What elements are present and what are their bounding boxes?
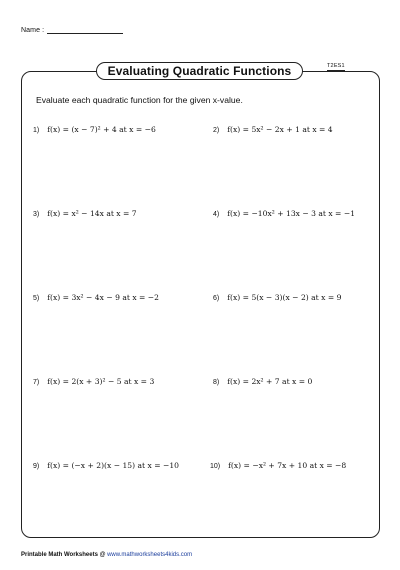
problem-expression: f(x) = −10x² + 13x − 3 at x = −1 — [227, 209, 356, 218]
problem-expression: f(x) = 5(x − 3)(x − 2) at x = 9 — [227, 293, 342, 302]
problem-number: 3) — [33, 211, 40, 218]
instructions-text: Evaluate each quadratic function for the given x-value. — [36, 95, 243, 105]
problem-expression: f(x) = 5x² − 2x + 1 at x = 4 — [227, 125, 333, 134]
problem-item — [213, 209, 355, 218]
problem-number: 10) — [210, 463, 221, 470]
problem-number: 7) — [33, 379, 40, 386]
problem-item — [33, 125, 156, 134]
name-label: Name : — [21, 27, 45, 34]
problem-number: 2) — [213, 127, 220, 134]
problem-number: 9) — [33, 463, 40, 470]
footer-brand: Printable Math Worksheets @ — [21, 552, 108, 558]
problem-number: 6) — [213, 295, 220, 302]
problem-item — [33, 461, 179, 470]
problem-item — [33, 377, 154, 386]
footer-link[interactable]: www.mathworksheets4kids.com — [107, 552, 193, 558]
problem-item — [33, 209, 137, 218]
problem-expression: f(x) = (x − 7)² + 4 at x = −6 — [47, 125, 156, 134]
problem-number: 4) — [213, 211, 220, 218]
problem-item — [213, 377, 312, 386]
problem-item — [213, 125, 333, 134]
problem-number: 5) — [33, 295, 40, 302]
name-field-row — [21, 26, 123, 34]
worksheet-title: Evaluating Quadratic Functions — [96, 62, 303, 80]
problem-number: 8) — [213, 379, 220, 386]
problem-item — [33, 293, 159, 302]
name-blank-line[interactable] — [47, 26, 123, 34]
problem-expression: f(x) = 3x² − 4x − 9 at x = −2 — [47, 293, 160, 302]
problem-number: 1) — [33, 127, 40, 134]
problem-expression: f(x) = 2x² + 7 at x = 0 — [227, 377, 313, 386]
problem-expression: f(x) = x² − 14x at x = 7 — [47, 209, 137, 218]
problem-expression: f(x) = (−x + 2)(x − 15) at x = −10 — [47, 461, 180, 470]
worksheet-code: T2ES1 — [327, 63, 345, 69]
problem-item — [210, 461, 346, 470]
footer — [21, 552, 192, 558]
problem-item — [213, 293, 341, 302]
problem-expression: f(x) = 2(x + 3)² − 5 at x = 3 — [47, 377, 155, 386]
problem-expression: f(x) = −x² + 7x + 10 at x = −8 — [228, 461, 347, 470]
